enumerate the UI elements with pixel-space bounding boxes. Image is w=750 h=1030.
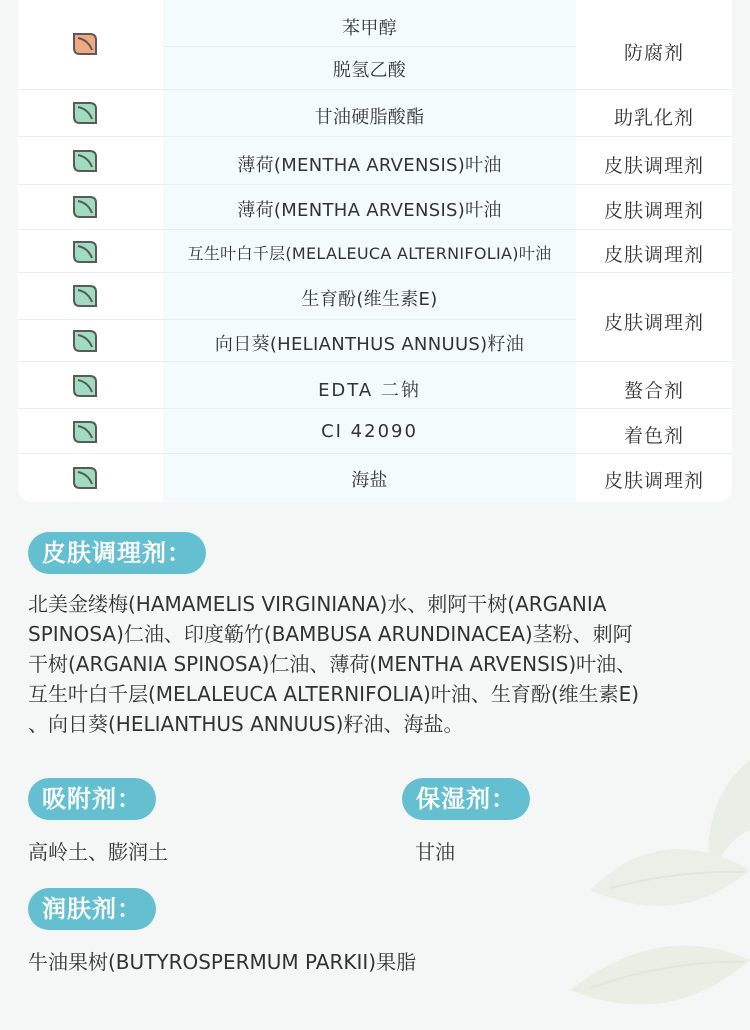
emollient-list: 牛油果树(BUTYROSPERMUM PARKII)果脂	[28, 950, 417, 974]
row-divider	[18, 229, 732, 230]
ingredient-name: 脱氢乙酸	[332, 60, 407, 81]
list-line: 北美金缕梅(HAMAMELIS VIRGINIANA)水、刺阿干树(ARGANIA	[28, 592, 607, 616]
ingredient-function: 助乳化剂	[613, 107, 694, 129]
ingredient-function: 皮肤调理剂	[603, 470, 704, 492]
row-divider	[18, 184, 732, 185]
row-divider	[18, 272, 732, 273]
leaf-icon-green	[70, 195, 98, 219]
ingredient-name: CI 42090	[321, 421, 418, 442]
section-tag-emollient: 润肤剂：	[28, 888, 156, 930]
leaf-icon-green	[70, 420, 98, 444]
sub-divider	[163, 319, 576, 320]
sub-divider	[163, 46, 576, 47]
ingredient-name: 互生叶白千层(MELALEUCA ALTERNIFOLIA)叶油	[187, 244, 552, 263]
section-tag-skin-conditioner: 皮肤调理剂：	[28, 532, 206, 574]
section-tag-humectant: 保湿剂：	[402, 778, 530, 820]
row-divider	[18, 408, 732, 409]
skin-conditioner-list	[28, 589, 728, 739]
ingredient-name: 向日葵(HELIANTHUS ANNUUS)籽油	[214, 334, 525, 355]
adsorbent-list: 高岭土、膨润土	[28, 840, 168, 864]
ingredient-function: 皮肤调理剂	[603, 244, 704, 266]
ingredient-function: 防腐剂	[623, 42, 684, 64]
leaf-decoration	[550, 760, 750, 1030]
row-divider	[18, 136, 732, 137]
leaf-icon-orange	[70, 32, 98, 56]
leaf-icon-green	[70, 149, 98, 173]
section-tag-adsorbent: 吸附剂：	[28, 778, 156, 820]
ingredient-name: EDTA 二钠	[318, 380, 421, 401]
humectant-list: 甘油	[415, 840, 455, 864]
ingredient-function: 螯合剂	[623, 380, 684, 402]
ingredient-function: 着色剂	[623, 425, 684, 447]
ingredient-function: 皮肤调理剂	[603, 312, 704, 334]
leaf-icon-green	[70, 329, 98, 353]
row-divider	[18, 319, 163, 320]
ingredient-name: 甘油硬脂酸酯	[314, 107, 425, 128]
leaf-icon-green	[70, 374, 98, 398]
row-divider	[18, 361, 732, 362]
ingredient-table	[18, 0, 732, 502]
row-divider	[18, 453, 732, 454]
list-line: 干树(ARGANIA SPINOSA)仁油、薄荷(MENTHA ARVENSIS)叶油、	[28, 652, 637, 676]
ingredient-name: 薄荷(MENTHA ARVENSIS)叶油	[237, 155, 502, 176]
ingredient-name: 海盐	[351, 470, 388, 491]
list-line: 互生叶白千层(MELALEUCA ALTERNIFOLIA)叶油、生育酚(维生素E)	[28, 682, 640, 706]
ingredient-function: 皮肤调理剂	[603, 155, 704, 177]
ingredient-name: 生育酚(维生素E)	[301, 289, 438, 310]
leaf-icon-green	[70, 240, 98, 264]
row-divider	[18, 89, 732, 90]
leaf-icon-green	[70, 466, 98, 490]
list-line: SPINOSA)仁油、印度簕竹(BAMBUSA ARUNDINACEA)茎粉、刺阿	[28, 622, 633, 646]
ingredient-function: 皮肤调理剂	[603, 200, 704, 222]
leaf-icon-green	[70, 101, 98, 125]
ingredient-name: 薄荷(MENTHA ARVENSIS)叶油	[237, 200, 502, 221]
ingredient-name: 苯甲醇	[342, 18, 397, 39]
list-line: 、向日葵(HELIANTHUS ANNUUS)籽油、海盐。	[28, 712, 464, 736]
leaf-icon-green	[70, 284, 98, 308]
